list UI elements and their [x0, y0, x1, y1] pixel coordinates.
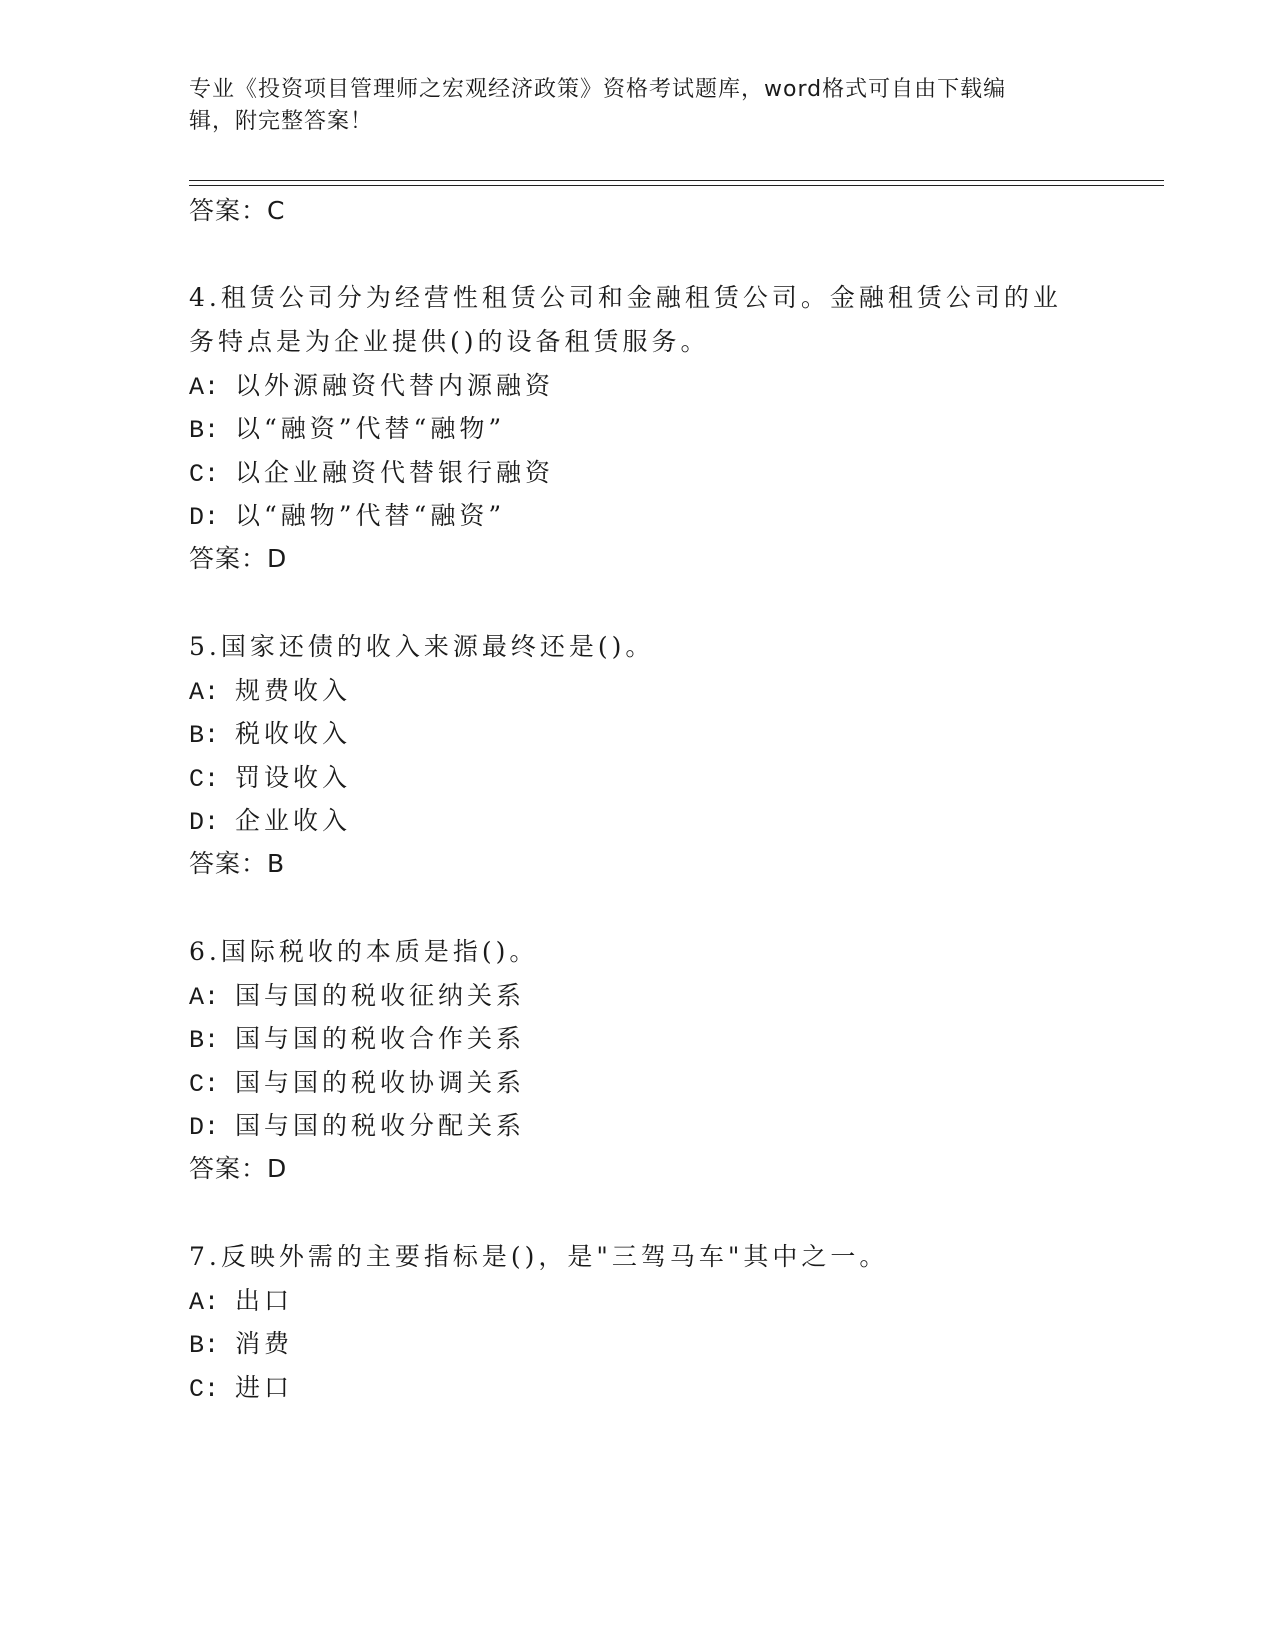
question-7-option-c	[189, 1371, 293, 1407]
answer-value: B	[267, 849, 286, 878]
answer-prefix: 答案：	[189, 196, 268, 225]
answer-prefix: 答案：	[189, 849, 268, 878]
question-7-stem: 7.反映外需的主要指标是()，是"三驾马车"其中之一。	[189, 1242, 889, 1271]
option-text: 国与国的税收合作关系	[235, 1024, 526, 1053]
question-7-option-a	[189, 1284, 293, 1320]
question-4-option-b	[189, 412, 505, 448]
question-5-option-a	[189, 674, 351, 710]
header-line-2: 辑，附完整答案！	[189, 109, 374, 134]
question-7-option-b	[189, 1327, 293, 1363]
option-text: 规费收入	[235, 676, 352, 705]
option-text: 以“融资”代替“融物”	[235, 414, 506, 443]
option-text: 税收收入	[235, 719, 352, 748]
option-letter: A:	[189, 1288, 220, 1317]
answer-value: D	[267, 544, 288, 573]
question-5-option-d	[189, 804, 351, 840]
question-4-stem-line-2: 务特点是为企业提供()的设备租赁服务。	[189, 327, 710, 356]
prev-answer	[189, 194, 285, 228]
question-6-option-a	[189, 979, 525, 1015]
option-text: 以外源融资代替内源融资	[235, 371, 555, 400]
option-letter: D:	[189, 808, 220, 837]
question-5-answer	[189, 847, 285, 881]
option-letter: D:	[189, 1113, 220, 1142]
option-letter: A:	[189, 373, 220, 402]
option-text: 以企业融资代替银行融资	[235, 458, 555, 487]
question-6-stem: 6.国际税收的本质是指()。	[189, 937, 539, 966]
option-text: 出口	[235, 1286, 294, 1315]
option-text: 罚设收入	[235, 763, 352, 792]
option-letter: B:	[189, 1331, 220, 1360]
option-letter: C:	[189, 460, 220, 489]
question-5-option-c	[189, 761, 351, 797]
header-line-1: 专业《投资项目管理师之宏观经济政策》资格考试题库，word格式可自由下载编	[189, 77, 1007, 102]
option-letter: C:	[189, 765, 220, 794]
question-5-stem: 5.国家还债的收入来源最终还是()。	[189, 632, 655, 661]
question-4-option-d	[189, 499, 505, 535]
answer-value: C	[267, 196, 286, 225]
question-4-option-a	[189, 369, 554, 405]
question-4-answer	[189, 542, 287, 576]
answer-value: D	[267, 1154, 288, 1183]
question-4-option-c	[189, 456, 554, 492]
document-header	[189, 74, 1089, 138]
option-letter: B:	[189, 1026, 220, 1055]
option-text: 消费	[235, 1329, 294, 1358]
header-divider-bottom	[189, 185, 1164, 186]
option-text: 国与国的税收征纳关系	[235, 981, 526, 1010]
answer-prefix: 答案：	[189, 1154, 268, 1183]
option-letter: A:	[189, 983, 220, 1012]
option-letter: A:	[189, 678, 220, 707]
option-letter: B:	[189, 416, 220, 445]
header-divider-top	[189, 180, 1164, 181]
option-letter: C:	[189, 1070, 220, 1099]
question-6-option-d	[189, 1109, 525, 1145]
question-6-option-c	[189, 1066, 525, 1102]
option-letter: D:	[189, 503, 220, 532]
option-text: 国与国的税收分配关系	[235, 1111, 526, 1140]
option-letter: B:	[189, 721, 220, 750]
option-text: 进口	[235, 1373, 294, 1402]
option-text: 国与国的税收协调关系	[235, 1068, 526, 1097]
question-4-stem-line-1: 4.租赁公司分为经营性租赁公司和金融租赁公司。金融租赁公司的业	[189, 283, 1062, 312]
question-6-option-b	[189, 1022, 525, 1058]
question-5-option-b	[189, 717, 351, 753]
option-text: 企业收入	[235, 806, 352, 835]
option-letter: C:	[189, 1375, 220, 1404]
option-text: 以“融物”代替“融资”	[235, 501, 506, 530]
answer-prefix: 答案：	[189, 544, 268, 573]
question-6-answer	[189, 1152, 287, 1186]
